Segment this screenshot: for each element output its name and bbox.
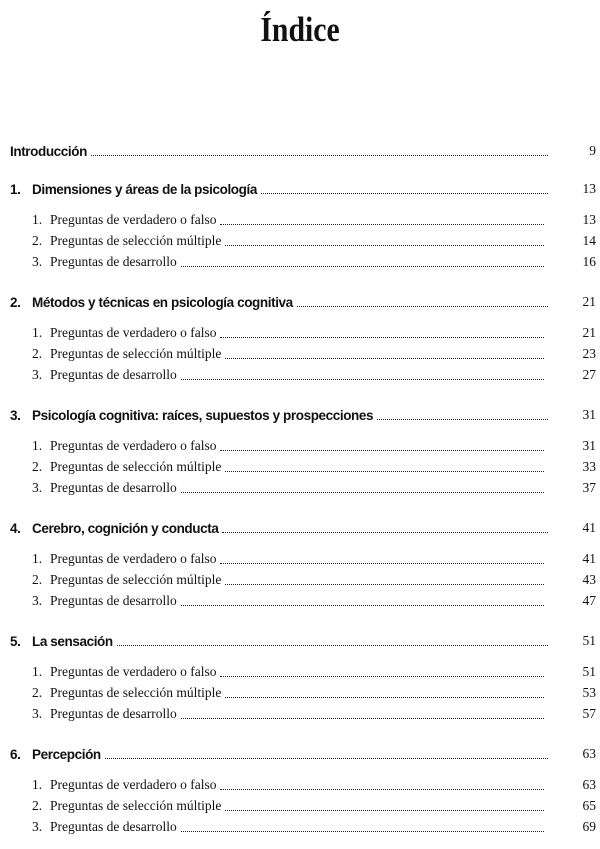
subentry-number: 1. bbox=[32, 664, 43, 679]
toc-page-number: 51 bbox=[582, 633, 596, 648]
dot-leader bbox=[220, 224, 544, 225]
subentry-title: Preguntas de verdadero o falso bbox=[50, 777, 217, 792]
subentry-number: 2. bbox=[32, 233, 43, 248]
toc-subentry[interactable] bbox=[10, 683, 596, 701]
toc-subentry[interactable] bbox=[10, 662, 596, 680]
subentry-number: 2. bbox=[32, 459, 43, 474]
subentry-title: Preguntas de verdadero o falso bbox=[50, 551, 217, 566]
toc-subentry[interactable] bbox=[10, 210, 596, 228]
toc-page-number: 43 bbox=[582, 572, 596, 587]
toc-page-number: 23 bbox=[582, 346, 596, 361]
toc-subentry[interactable] bbox=[10, 478, 596, 496]
toc-page-number: 31 bbox=[582, 407, 596, 422]
toc-page-number: 63 bbox=[582, 777, 596, 792]
toc-page-number: 69 bbox=[582, 819, 596, 834]
chapter-number: 6. bbox=[10, 747, 21, 762]
dot-leader bbox=[225, 358, 544, 359]
subentry-number: 1. bbox=[32, 551, 43, 566]
dot-leader bbox=[181, 605, 544, 606]
subentry-title: Preguntas de verdadero o falso bbox=[50, 325, 217, 340]
dot-leader bbox=[225, 584, 544, 585]
toc-subentry[interactable] bbox=[10, 570, 596, 588]
subentry-title: Preguntas de desarrollo bbox=[50, 367, 177, 382]
toc-subentry[interactable] bbox=[10, 231, 596, 249]
subentry-title: Preguntas de verdadero o falso bbox=[50, 664, 217, 679]
chapter-number: 1. bbox=[10, 182, 21, 197]
subentry-number: 3. bbox=[32, 593, 43, 608]
toc-page-number: 31 bbox=[582, 438, 596, 453]
dot-leader bbox=[297, 306, 548, 307]
subentry-title: Preguntas de desarrollo bbox=[50, 593, 177, 608]
toc-page-number: 41 bbox=[582, 551, 596, 566]
toc-page-number: 51 bbox=[582, 664, 596, 679]
subentry-number: 2. bbox=[32, 572, 43, 587]
subentry-number: 3. bbox=[32, 819, 43, 834]
subentry-title: Preguntas de desarrollo bbox=[50, 819, 177, 834]
dot-leader bbox=[220, 337, 544, 338]
toc-subentry[interactable] bbox=[10, 796, 596, 814]
toc-subentry[interactable] bbox=[10, 457, 596, 475]
chapter-title: Psicología cognitiva: raíces, supuestos y prospecciones bbox=[32, 408, 374, 423]
dot-leader bbox=[181, 492, 544, 493]
toc-subentry[interactable] bbox=[10, 323, 596, 341]
toc-page-number: 37 bbox=[582, 480, 596, 495]
chapter-title: Métodos y técnicas en psicología cognitiva bbox=[32, 295, 293, 310]
subentry-title: Preguntas de desarrollo bbox=[50, 254, 177, 269]
dot-leader bbox=[181, 718, 544, 719]
dot-leader bbox=[261, 193, 548, 194]
subentry-number: 1. bbox=[32, 212, 43, 227]
dot-leader bbox=[181, 831, 544, 832]
toc-subentry[interactable] bbox=[10, 775, 596, 793]
chapter-number: 2. bbox=[10, 295, 21, 310]
toc-subentry[interactable] bbox=[10, 365, 596, 383]
toc-entry-introduction[interactable] bbox=[10, 141, 596, 159]
subentry-title: Preguntas de selección múltiple bbox=[50, 572, 222, 587]
subentry-title: Preguntas de desarrollo bbox=[50, 480, 177, 495]
toc-chapter[interactable] bbox=[10, 292, 596, 310]
dot-leader bbox=[377, 419, 548, 420]
subentry-title: Preguntas de selección múltiple bbox=[50, 798, 222, 813]
subentry-number: 2. bbox=[32, 346, 43, 361]
toc-page-number: 9 bbox=[589, 143, 596, 158]
toc-page-number: 13 bbox=[582, 212, 596, 227]
toc-subentry[interactable] bbox=[10, 549, 596, 567]
subentry-title: Preguntas de selección múltiple bbox=[50, 346, 222, 361]
toc-page-number: 13 bbox=[582, 181, 596, 196]
dot-leader bbox=[105, 758, 548, 759]
dot-leader bbox=[181, 266, 544, 267]
toc-page-number: 41 bbox=[582, 520, 596, 535]
subentry-number: 1. bbox=[32, 325, 43, 340]
dot-leader bbox=[225, 245, 544, 246]
subentry-number: 3. bbox=[32, 480, 43, 495]
page-title: Índice bbox=[260, 10, 340, 49]
chapter-number: 5. bbox=[10, 634, 21, 649]
toc-page-number: 21 bbox=[582, 325, 596, 340]
toc-page-number: 57 bbox=[582, 706, 596, 721]
toc-page-number: 16 bbox=[582, 254, 596, 269]
toc-page-number: 53 bbox=[582, 685, 596, 700]
dot-leader bbox=[220, 789, 544, 790]
toc-page-number: 21 bbox=[582, 294, 596, 309]
dot-leader bbox=[91, 155, 548, 156]
subentry-title: Preguntas de verdadero o falso bbox=[50, 212, 217, 227]
toc-chapter[interactable] bbox=[10, 631, 596, 649]
toc-entry-label: Introducción bbox=[10, 144, 87, 159]
toc-subentry[interactable] bbox=[10, 817, 596, 835]
dot-leader bbox=[220, 450, 544, 451]
toc-subentry[interactable] bbox=[10, 436, 596, 454]
toc-chapter[interactable] bbox=[10, 518, 596, 536]
toc-page-number: 14 bbox=[582, 233, 596, 248]
chapter-number: 3. bbox=[10, 408, 21, 423]
toc-page-number: 47 bbox=[582, 593, 596, 608]
chapter-title: Percepción bbox=[32, 747, 101, 762]
dot-leader bbox=[117, 645, 548, 646]
toc-page-number: 33 bbox=[582, 459, 596, 474]
dot-leader bbox=[181, 379, 544, 380]
dot-leader bbox=[220, 563, 544, 564]
subentry-number: 3. bbox=[32, 706, 43, 721]
toc-chapter[interactable] bbox=[10, 405, 596, 423]
dot-leader bbox=[225, 810, 544, 811]
dot-leader bbox=[220, 676, 544, 677]
toc-subentry[interactable] bbox=[10, 252, 596, 270]
subentry-title: Preguntas de selección múltiple bbox=[50, 685, 222, 700]
subentry-number: 2. bbox=[32, 685, 43, 700]
toc-page-number: 65 bbox=[582, 798, 596, 813]
chapter-title: La sensación bbox=[32, 634, 113, 649]
subentry-title: Preguntas de verdadero o falso bbox=[50, 438, 217, 453]
subentry-number: 3. bbox=[32, 367, 43, 382]
toc-chapter[interactable] bbox=[10, 744, 596, 762]
chapter-title: Dimensiones y áreas de la psicología bbox=[32, 182, 257, 197]
subentry-number: 1. bbox=[32, 777, 43, 792]
subentry-title: Preguntas de selección múltiple bbox=[50, 459, 222, 474]
subentry-title: Preguntas de selección múltiple bbox=[50, 233, 222, 248]
subentry-number: 2. bbox=[32, 798, 43, 813]
chapter-number: 4. bbox=[10, 521, 21, 536]
dot-leader bbox=[222, 532, 548, 533]
toc-subentry[interactable] bbox=[10, 344, 596, 362]
subentry-title: Preguntas de desarrollo bbox=[50, 706, 177, 721]
toc-chapter[interactable] bbox=[10, 179, 596, 197]
toc-subentry[interactable] bbox=[10, 704, 596, 722]
subentry-number: 1. bbox=[32, 438, 43, 453]
subentry-number: 3. bbox=[32, 254, 43, 269]
dot-leader bbox=[225, 471, 544, 472]
toc-page-number: 27 bbox=[582, 367, 596, 382]
chapter-title: Cerebro, cognición y conducta bbox=[32, 521, 219, 536]
toc-subentry[interactable] bbox=[10, 591, 596, 609]
dot-leader bbox=[225, 697, 544, 698]
toc-page-number: 63 bbox=[582, 746, 596, 761]
